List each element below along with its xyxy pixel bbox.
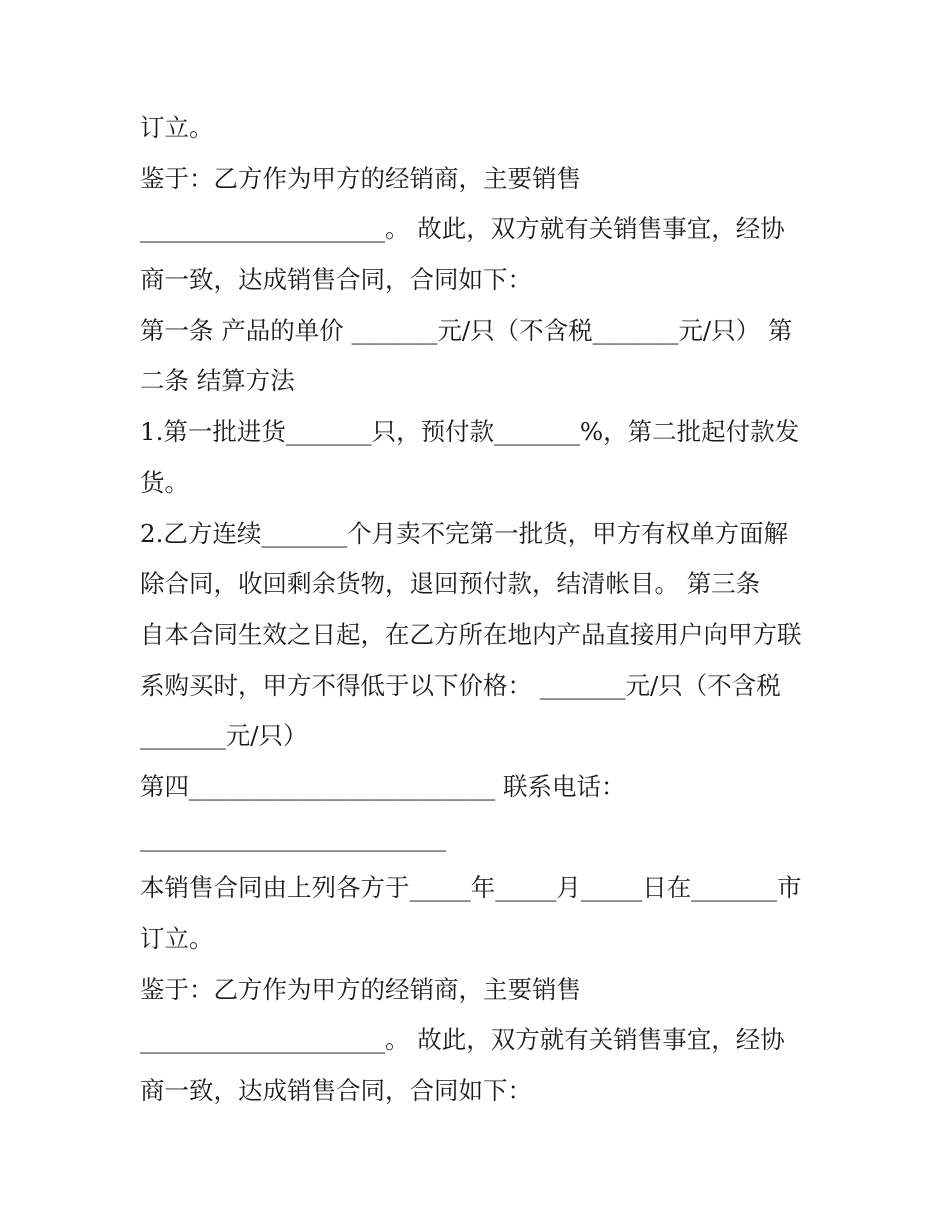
text-line: 商一致，达成销售合同，合同如下： xyxy=(140,265,532,295)
text-line: _________________________ xyxy=(140,822,447,852)
text-line: 鉴于：乙方作为甲方的经销商，主要销售 xyxy=(140,974,581,1004)
text-line: 本销售合同由上列各方于_____年_____月_____日在_______市 xyxy=(140,873,802,903)
text-line: 系购买时，甲方不得低于以下价格： _______元/只（不含税 xyxy=(140,670,781,700)
text-line: 订立。 xyxy=(140,924,214,953)
text-line: 除合同，收回剩余货物，退回预付款，结清帐目。 第三条 xyxy=(140,569,761,599)
text-line: 第一条 产品的单价 _______元/只（不含税_______元/只） 第 xyxy=(140,315,793,345)
text-line: ____________________。 故此，双方就有关销售事宜，经协 xyxy=(140,1025,785,1055)
text-line: 订立。 xyxy=(140,113,214,142)
text-line: _______元/只） xyxy=(140,721,308,751)
text-line: 二条 结算方法 xyxy=(140,366,295,396)
text-line: 货。 xyxy=(140,467,189,497)
document-body xyxy=(140,103,820,1117)
text-line: 自本合同生效之日起，在乙方所在地内产品直接用户向甲方联 xyxy=(140,619,802,649)
text-line: 商一致，达成销售合同，合同如下： xyxy=(140,1076,532,1106)
text-line: 1.第一批进货_______只，预付款_______%，第二批起付款发 xyxy=(140,417,800,447)
text-line: ____________________。 故此，双方就有关销售事宜，经协 xyxy=(140,214,785,244)
text-line: 2.乙方连续_______个月卖不完第一批货，甲方有权单方面解 xyxy=(140,518,789,548)
text-line: 第四_________________________ 联系电话： xyxy=(140,771,626,801)
text-line: 鉴于：乙方作为甲方的经销商，主要销售 xyxy=(140,163,581,193)
